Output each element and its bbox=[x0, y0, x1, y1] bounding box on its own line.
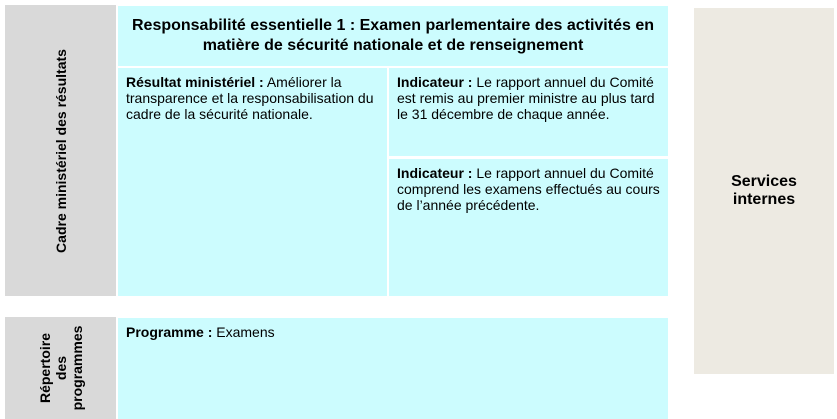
indicator-1-text: Le rapport annuel du Comité est remis au premier ministre au plus tard le 31 décembre de chaque année. bbox=[397, 74, 655, 122]
departmental-result bbox=[118, 68, 387, 296]
framework-side-label-text: Cadre ministériel des résultats bbox=[52, 48, 69, 253]
indicator-2-label: Indicateur : bbox=[397, 165, 473, 181]
departmental-result-label: Résultat ministériel : bbox=[126, 74, 264, 90]
indicator-2 bbox=[389, 159, 668, 296]
program-label: Programme : bbox=[126, 324, 213, 340]
framework-side-label bbox=[5, 5, 116, 296]
program-cell bbox=[118, 318, 668, 419]
indicator-2-text: Le rapport annuel du Comité comprend les examens effectués au cours de l’année précédente. bbox=[397, 165, 660, 213]
core-responsibility-title-text: Responsabilité essentielle 1 : Examen parlementaire des activités en matière de sécurité nationale et de renseignement bbox=[131, 17, 654, 54]
indicator-1 bbox=[389, 68, 668, 156]
program-inventory-side-label bbox=[5, 317, 116, 419]
indicator-1-label: Indicateur : bbox=[397, 74, 473, 90]
program-inventory-side-label-inner: Répertoire des programmes bbox=[36, 325, 85, 411]
internal-services bbox=[694, 8, 834, 374]
core-responsibility-title bbox=[118, 6, 668, 66]
program-text: Examens bbox=[216, 324, 275, 340]
program-inventory-side-label-text bbox=[37, 323, 85, 413]
departmental-result-text: Améliorer la transparence et la responsabilisation du cadre de la sécurité nationale. bbox=[126, 74, 374, 122]
internal-services-label: Services internes bbox=[731, 173, 797, 208]
